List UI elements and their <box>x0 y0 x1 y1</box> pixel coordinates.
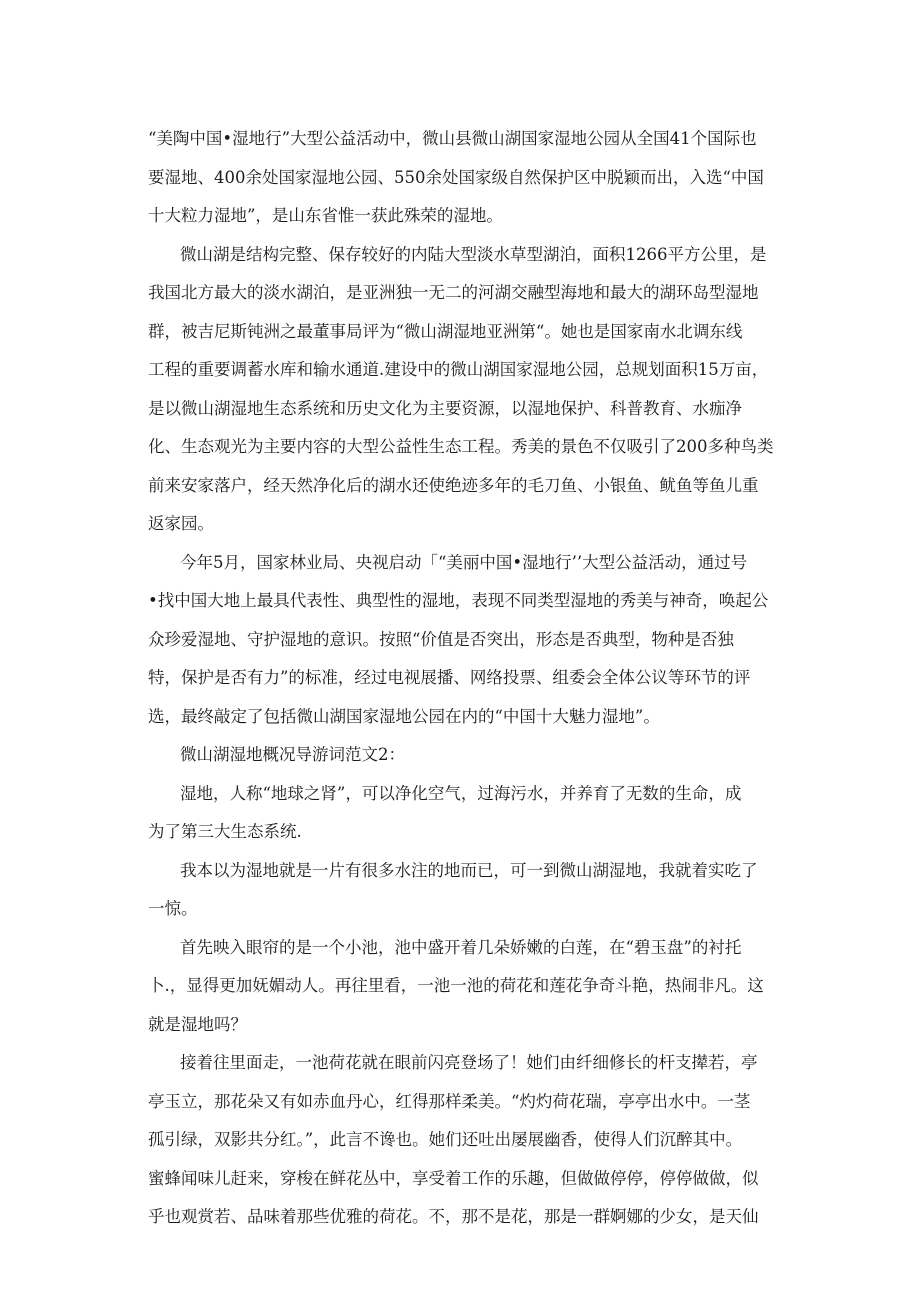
text-line: 就是湿地吗？ <box>148 1014 247 1034</box>
text-line: 要湿地、400余处国家湿地公园、550余处国家级自然保护区中脱颖而出，入选“中国 <box>148 167 764 187</box>
text-line: •找中国大地上最具代表性、典型性的湿地，表现不同类型湿地的秀美与神奇，唤起公 <box>148 591 769 610</box>
text-line: 接着往里面走，一池荷花就在眼前闪亮登场了！她们由纤细修长的杆支撵若，亭 <box>180 1053 758 1072</box>
text-line: 我本以为湿地就是一片有很多水注的地而已，可一到微山湖湿地，我就着实吃了 <box>180 860 758 880</box>
document-body <box>148 120 780 1237</box>
text-line: 十大粒力湿地”，是山东省惟一获此殊荣的湿地。 <box>148 206 503 225</box>
text-line: 孤引绿，双影共分红。”，此言不谗也。她们还吐出屡展幽香，使得人们沉醉其中。 <box>148 1130 743 1149</box>
text-line: 前来安家落户，经天然净化后的湖水还使绝迹多年的毛刀鱼、小银鱼、鱿鱼等鱼儿重 <box>148 475 759 495</box>
text-line: 微山湖湿地概况导游词范文2： <box>180 745 405 764</box>
text-line: 返家园。 <box>148 514 214 533</box>
text-line: “美陶中国•湿地行”大型公益活动中，微山县微山湖国家湿地公园从全国41个国际也 <box>148 129 757 148</box>
text-line: 一惊。 <box>148 899 198 918</box>
text-line: 卜.，显得更加妩媚动人。再往里看，一池一池的荷花和莲花争奇斗艳，热闹非凡。这 <box>148 976 764 995</box>
text-line: 是以微山湖湿地生态系统和历史文化为主要资源，以湿地保护、科普教育、水痂净 <box>148 398 742 418</box>
text-line: 湿地，人称“地球之肾”，可以净化空气，过海污水，并养育了无数的生命，成 <box>180 783 742 803</box>
text-line: 众珍爱湿地、守护湿地的意识。按照“价值是否突出，形态是否典型，物种是否独 <box>148 629 734 649</box>
text-line: 乎也观赏若、品味着那些优雅的荷花。不，那不是花，那是一群婀娜的少女，是天仙 <box>148 1207 759 1226</box>
text-line: 群，被吉尼斯钝洲之最董事局评为“微山湖湿地亚洲第“。她也是国家南水北调东线 <box>148 321 743 341</box>
text-line: 化、生态观光为主要内容的大型公益性生态工程。秀美的景色不仅吸引了200多种鸟类 <box>148 437 774 456</box>
text-line: 选，最终敲定了包括微山湖国家湿地公园在内的“中国十大魅力湿地”。 <box>148 706 660 726</box>
text-line: 首先映入眼帘的是一个小池，池中盛开着几朵娇嫩的白莲，在“碧玉盘”的衬托 <box>180 937 742 957</box>
text-line: 为了第三大生态系统. <box>148 822 302 841</box>
text-line: 蜜蜂闻味儿赶来，穿梭在鲜花丛中，享受着工作的乐趣，但做做停停，停停做做，似 <box>148 1168 759 1188</box>
text-line: 工程的重要调蓄水库和输水通道.建设中的微山湖国家湿地公园，总规划面积15万亩， <box>148 360 769 379</box>
text-line: 特，保护是否有力”的标准，经过电视展播、网络投票、组委会全体公议等环节的评 <box>148 668 751 687</box>
text-line: 我国北方最大的淡水湖泊，是亚洲独一无二的河湖交融型海地和最大的湖环岛型湿地 <box>148 283 759 302</box>
text-line: 亭玉立，那花朵又有如赤血丹心，红得那样柔美。“灼灼荷花瑞，亭亭出水中。一茎 <box>148 1091 751 1111</box>
text-line: 微山湖是结构完整、保存较好的内陆大型淡水草型湖泊，面积1266平方公里，是 <box>180 244 767 264</box>
text-line: 今年5月，国家林业局、央视启动「“美丽中国•湿地行’’大型公益活动，通过号 <box>180 552 748 572</box>
